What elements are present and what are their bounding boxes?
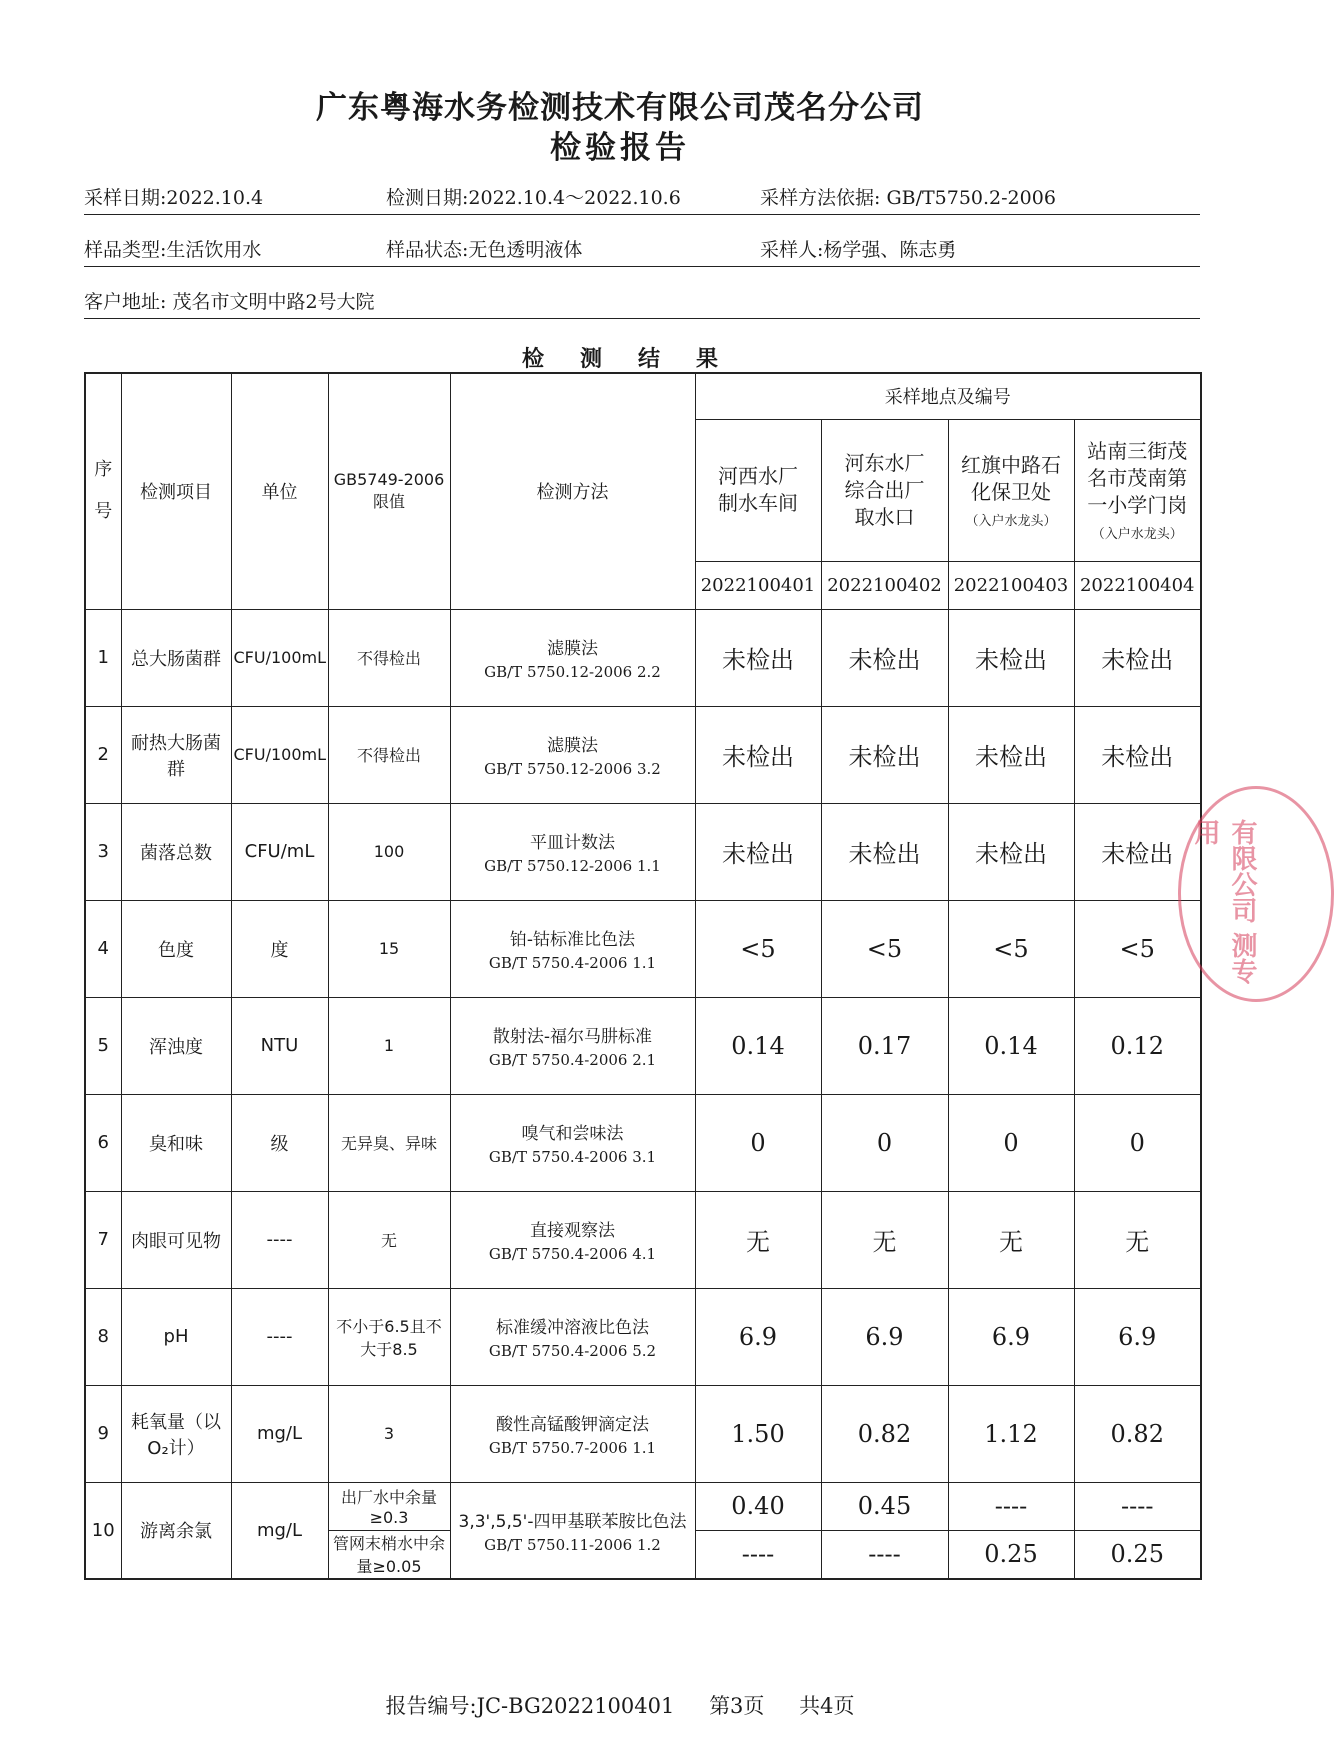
row-item: pH [121,1288,231,1385]
table-row [85,803,1201,900]
sample-type: 样品类型:生活饮用水 [84,239,262,261]
sampling-basis: 采样方法依据: GB/T5750.2-2006 [760,187,1056,209]
header-no [85,373,121,609]
result-site-1: 无 [695,1191,821,1288]
row-method [450,900,695,997]
header-limit: GB5749-2006限值 [328,373,450,609]
row-item: 肉眼可见物 [121,1191,231,1288]
table-row [85,1288,1201,1385]
site-code-1: 2022100401 [695,561,821,609]
row-limit: 不得检出 [328,609,450,706]
site-name-line: 制水车间 [718,491,798,515]
info-row-address [84,282,1200,319]
result-site-2: 0.82 [821,1385,948,1482]
page-total: 共4页 [799,1694,855,1718]
method-name: 直接观察法 [530,1221,615,1241]
row-method [450,1482,695,1579]
row-unit: 级 [231,1094,328,1191]
row-no: 6 [85,1094,121,1191]
row-limit: 100 [328,803,450,900]
site-name-4 [1074,419,1201,561]
row-unit: CFU/mL [231,803,328,900]
result-site-1: 未检出 [695,609,821,706]
result-site-2: 0.17 [821,997,948,1094]
row-method [450,1288,695,1385]
table-row [85,997,1201,1094]
result-site-1: 0 [695,1094,821,1191]
header-sites-group: 采样地点及编号 [695,373,1201,419]
result-site-2: 无 [821,1191,948,1288]
result-site-4: 未检出 [1074,706,1201,803]
sampling-date: 采样日期:2022.10.4 [84,187,264,209]
row-unit: CFU/100mL [231,609,328,706]
result-site-3: 0 [948,1094,1074,1191]
site-note: （入户水龙头） [1091,527,1183,542]
method-standard: GB/T 5750.4-2006 1.1 [488,954,657,972]
sample-state: 样品状态:无色透明液体 [386,239,583,261]
site-name-line: 河东水厂 [844,450,925,475]
site-name-line: 红旗中路石 [961,452,1061,477]
result-site-2: 未检出 [821,803,948,900]
row-item: 耗氧量（以O₂计） [121,1385,231,1482]
method-standard: GB/T 5750.7-2006 1.1 [488,1439,657,1457]
method-standard: GB/T 5750.12-2006 2.2 [484,663,661,681]
site-name-line: 站南三街茂 [1087,439,1188,463]
row-item: 总大肠菌群 [121,609,231,706]
site-name-2 [821,419,948,561]
method-standard: GB/T 5750.4-2006 2.1 [488,1051,657,1069]
site-name-line: 综合出厂 [844,477,925,502]
row-unit: NTU [231,997,328,1094]
table-row [85,706,1201,803]
section-title: 检测结果 [521,347,754,372]
row-unit: ---- [231,1288,328,1385]
result-site-2: 未检出 [821,609,948,706]
result-site-3: <5 [948,900,1074,997]
result-site-4: 未检出 [1074,609,1201,706]
site-note: （入户水龙头） [965,513,1057,529]
sampler: 采样人:杨学强、陈志勇 [760,239,957,261]
row-limit-b: 管网末梢水中余量≥0.05 [328,1530,450,1579]
company-name: 广东粤海水务检测技术有限公司茂名分公司 [316,90,924,126]
result-site-3: 未检出 [948,706,1074,803]
row-limit: 不小于6.5且不大于8.5 [328,1288,450,1385]
method-name: 3,3',5,5'-四甲基联苯胺比色法 [458,1511,687,1532]
row-no: 3 [85,803,121,900]
row-method [450,609,695,706]
row-item: 耐热大肠菌群 [121,706,231,803]
method-standard: GB/T 5750.4-2006 3.1 [488,1148,657,1166]
row-item: 色度 [121,900,231,997]
row-unit: ---- [231,1191,328,1288]
info-row-dates [84,178,1200,215]
site-name-1 [695,419,821,561]
result-b-site-2: ---- [821,1530,948,1579]
row-limit: 1 [328,997,450,1094]
seal-stamp [1178,786,1334,1002]
results-table [84,372,1202,1580]
row-limit: 无 [328,1191,450,1288]
row-no: 8 [85,1288,121,1385]
method-name: 嗅气和尝味法 [521,1124,624,1144]
row-method [450,997,695,1094]
row-item: 游离余氯 [121,1482,231,1579]
method-standard: GB/T 5750.12-2006 3.2 [484,760,661,778]
result-b-site-4: 0.25 [1074,1530,1201,1579]
row-unit: mg/L [231,1482,328,1579]
result-site-4: 0.12 [1074,997,1201,1094]
row-unit: CFU/100mL [231,706,328,803]
method-standard: GB/T 5750.4-2006 5.2 [488,1342,657,1360]
info-row-sample [84,230,1200,267]
row-item: 浑浊度 [121,997,231,1094]
method-standard: GB/T 5750.11-2006 1.2 [484,1535,661,1554]
result-site-1: 6.9 [695,1288,821,1385]
header-method: 检测方法 [450,373,695,609]
result-site-3: 1.12 [948,1385,1074,1482]
result-a-site-2: 0.45 [821,1482,948,1530]
result-site-2: <5 [821,900,948,997]
method-name: 散射法-福尔马肼标准 [492,1027,653,1047]
site-name-3 [948,419,1074,561]
site-name-line: 化保卫处 [971,479,1051,504]
table-row [85,1191,1201,1288]
site-name-line: 取水口 [854,504,915,529]
row-no: 4 [85,900,121,997]
site-name-line: 名市茂南第 [1087,466,1188,490]
row-no: 9 [85,1385,121,1482]
row-method [450,803,695,900]
result-site-1: <5 [695,900,821,997]
row-limit: 无异臭、异味 [328,1094,450,1191]
site-code-4: 2022100404 [1074,561,1201,609]
header-no-label: 序号 [94,459,113,523]
table-row [85,1385,1201,1482]
row-limit: 不得检出 [328,706,450,803]
result-site-3: 无 [948,1191,1074,1288]
header-item: 检测项目 [121,373,231,609]
method-name: 滤膜法 [547,736,598,756]
result-site-1: 未检出 [695,803,821,900]
row-no: 5 [85,997,121,1094]
row-no: 2 [85,706,121,803]
site-code-3: 2022100403 [948,561,1074,609]
method-name: 酸性高锰酸钾滴定法 [496,1415,649,1435]
table-row [85,900,1201,997]
result-site-4: 0.82 [1074,1385,1201,1482]
site-name-line: 河西水厂 [718,464,798,488]
result-site-3: 未检出 [948,609,1074,706]
result-site-4: 6.9 [1074,1288,1201,1385]
row-limit: 3 [328,1385,450,1482]
result-site-1: 0.14 [695,997,821,1094]
client-address: 客户地址: 茂名市文明中路2号大院 [84,291,375,313]
row-method [450,1191,695,1288]
row-method [450,1094,695,1191]
row-item: 臭和味 [121,1094,231,1191]
row-no: 10 [85,1482,121,1579]
result-site-2: 未检出 [821,706,948,803]
result-b-site-3: 0.25 [948,1530,1074,1579]
method-standard: GB/T 5750.4-2006 4.1 [488,1245,657,1263]
row-limit: 15 [328,900,450,997]
result-site-4: <5 [1074,900,1201,997]
footer [0,1690,1240,1720]
result-site-3: 6.9 [948,1288,1074,1385]
result-a-site-4: ---- [1074,1482,1201,1530]
table-row [85,1482,1201,1530]
report-number: 报告编号:JC-BG2022100401 [385,1694,675,1718]
row-unit: mg/L [231,1385,328,1482]
row-limit-a: 出厂水中余量≥0.3 [328,1482,450,1530]
result-site-2: 0 [821,1094,948,1191]
site-name-line: 一小学门岗 [1087,493,1188,517]
method-name: 铂-钴标准比色法 [509,930,636,950]
row-no: 7 [85,1191,121,1288]
row-method [450,1385,695,1482]
result-b-site-1: ---- [695,1530,821,1579]
result-site-1: 未检出 [695,706,821,803]
result-site-1: 1.50 [695,1385,821,1482]
row-unit: 度 [231,900,328,997]
method-standard: GB/T 5750.12-2006 1.1 [484,857,661,875]
method-name: 平皿计数法 [530,833,615,853]
method-name: 滤膜法 [547,639,598,659]
result-site-2: 6.9 [821,1288,948,1385]
table-row [85,609,1201,706]
row-no: 1 [85,609,121,706]
row-item: 菌落总数 [121,803,231,900]
row-method [450,706,695,803]
result-a-site-3: ---- [948,1482,1074,1530]
site-code-2: 2022100402 [821,561,948,609]
method-name: 标准缓冲溶液比色法 [496,1318,649,1338]
table-row [85,1094,1201,1191]
stamp-text: 有限公司 测专用 [1190,819,1257,985]
page-number: 第3页 [709,1694,765,1718]
result-site-3: 0.14 [948,997,1074,1094]
test-date: 检测日期:2022.10.4～2022.10.6 [386,187,681,209]
result-site-4: 未检出 [1074,803,1201,900]
header-unit: 单位 [231,373,328,609]
result-site-4: 无 [1074,1191,1201,1288]
result-site-3: 未检出 [948,803,1074,900]
result-site-4: 0 [1074,1094,1201,1191]
result-a-site-1: 0.40 [695,1482,821,1530]
report-title: 检验报告 [550,130,690,166]
